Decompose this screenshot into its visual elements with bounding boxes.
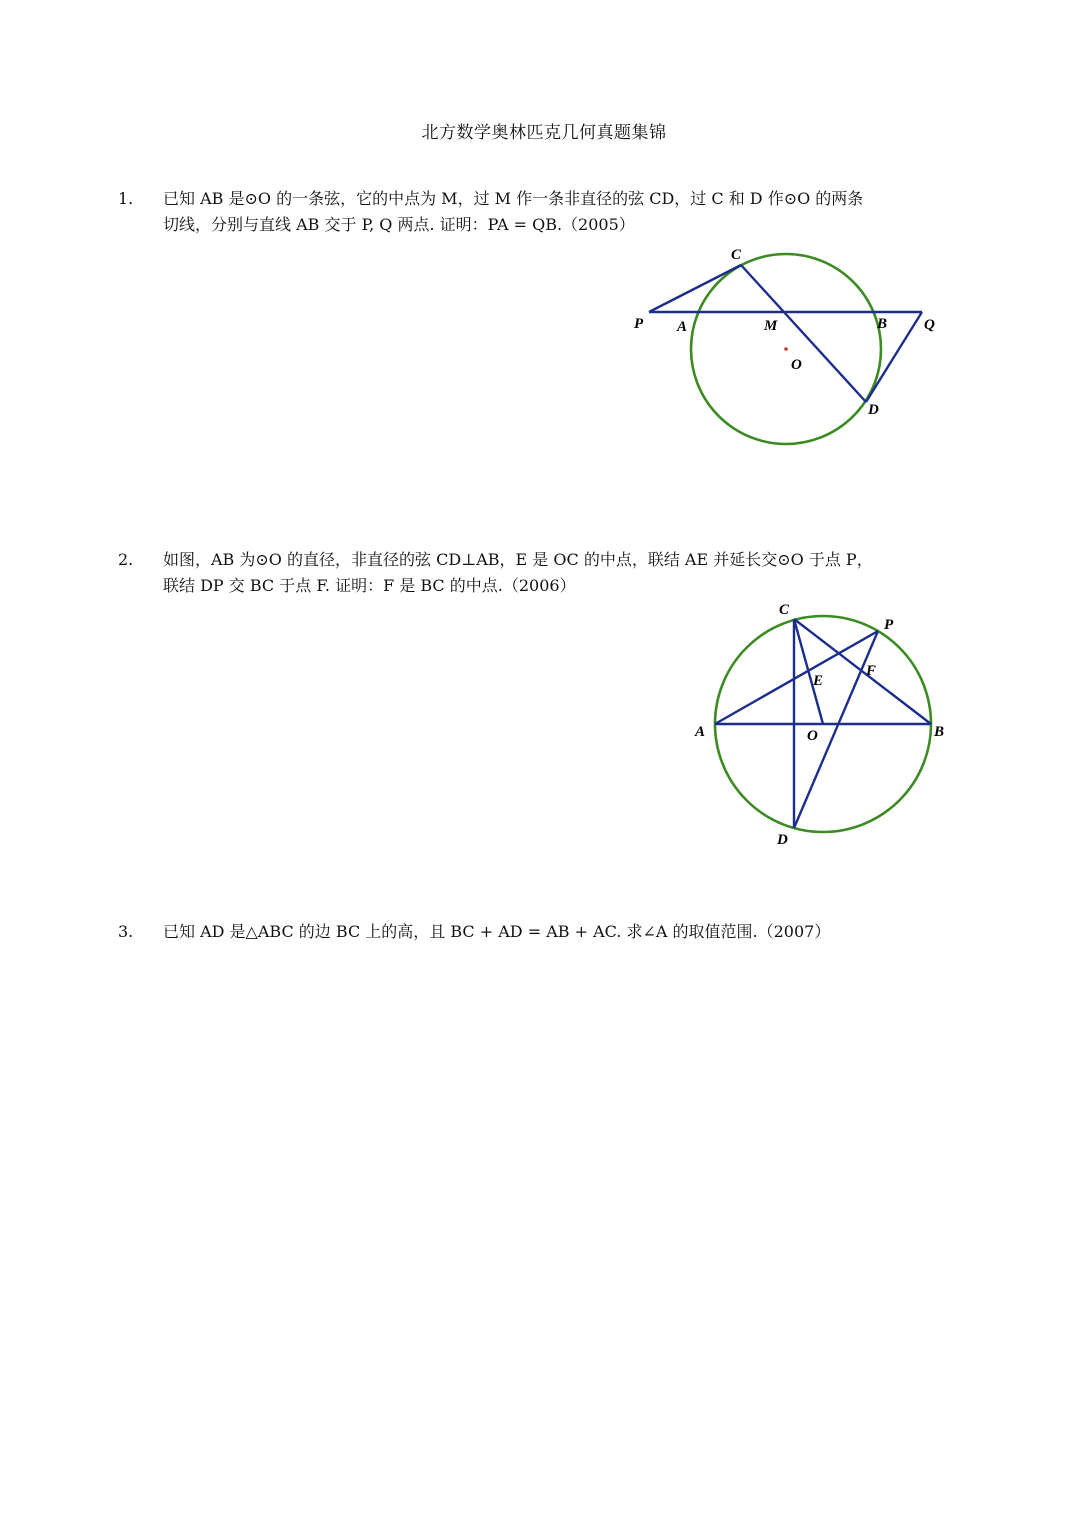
label-o: O	[807, 728, 818, 744]
label-d: D	[777, 832, 788, 848]
label-f: F	[866, 663, 877, 679]
chord-cd	[741, 265, 866, 402]
label-p: P	[884, 617, 894, 633]
label-m: M	[764, 318, 778, 334]
problem-statement	[163, 547, 983, 599]
problem-statement	[163, 919, 983, 945]
label-b: B	[877, 316, 888, 332]
label-e: E	[813, 673, 824, 689]
label-a: A	[695, 724, 706, 740]
label-d: D	[868, 402, 879, 418]
problem-number: 1.	[118, 189, 134, 208]
label-a: A	[677, 319, 688, 335]
geometry-diagram-1	[625, 240, 955, 460]
problem-statement	[163, 186, 983, 238]
line-ap	[715, 631, 878, 724]
statement-line: 已知 AB 是⊙O 的一条弦，它的中点为 M，过 M 作一条非直径的弦 CD，过 C 和 D 作⊙O 的两条	[163, 189, 864, 208]
problem-number: 3.	[118, 922, 134, 941]
label-c: C	[779, 602, 790, 618]
label-q: Q	[924, 317, 935, 333]
statement-line: 已知 AD 是△ABC 的边 BC 上的高，且 BC + AD = AB + AC. 求∠A 的取值范围.（2007）	[163, 922, 831, 941]
label-b: B	[934, 724, 945, 740]
geometry-diagram-2	[690, 598, 960, 853]
statement-line: 如图，AB 为⊙O 的直径，非直径的弦 CD⊥AB，E 是 OC 的中点，联结 AE 并延长交⊙O 于点 P，	[163, 550, 873, 569]
document-title: 北方数学奥林匹克几何真题集锦	[421, 123, 667, 143]
figure-problem-1	[625, 240, 955, 464]
tangent-dq	[866, 312, 922, 402]
label-c: C	[731, 247, 742, 263]
label-p: P	[634, 316, 644, 332]
problem-number: 2.	[118, 550, 134, 569]
label-o: O	[791, 357, 802, 373]
statement-line: 联结 DP 交 BC 于点 F. 证明：F 是 BC 的中点.（2006）	[163, 576, 576, 595]
statement-line: 切线，分别与直线 AB 交于 P, Q 两点. 证明：PA = QB.（2005）	[163, 215, 635, 234]
figure-problem-2	[690, 598, 960, 857]
tangent-pc	[649, 265, 741, 312]
segment-cb	[794, 619, 931, 724]
center-o-point	[784, 347, 788, 351]
